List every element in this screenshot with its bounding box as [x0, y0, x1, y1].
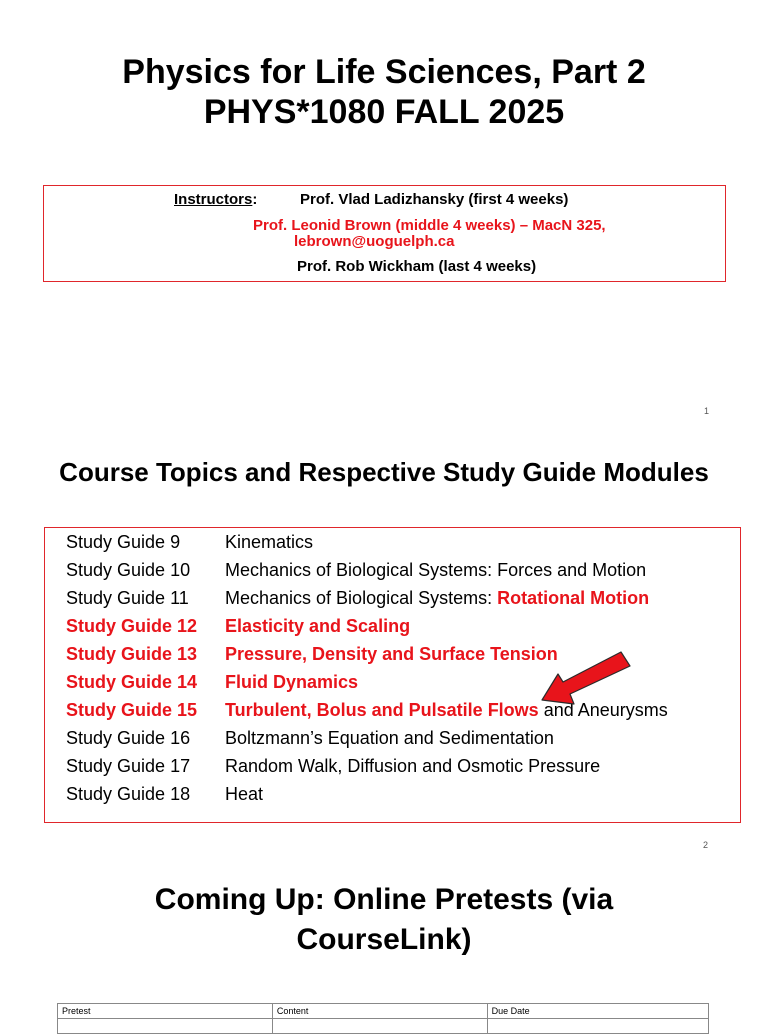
- table-header-due-date: Due Date: [487, 1004, 708, 1019]
- study-guide-label: Study Guide 12: [66, 616, 198, 636]
- red-arrow-icon: [536, 646, 636, 708]
- topic-label: [225, 612, 410, 640]
- instructor-3: Prof. Rob Wickham (last 4 weeks): [297, 258, 537, 275]
- instructor-1: Prof. Vlad Ladizhansky (first 4 weeks): [300, 191, 569, 208]
- topics-title: Course Topics and Respective Study Guide Modules: [59, 457, 709, 487]
- study-guide-label: Study Guide 17: [66, 756, 191, 776]
- study-guide-label: Study Guide 16: [66, 728, 191, 748]
- topic-label: [225, 584, 649, 612]
- table-header-pretest: Pretest: [58, 1004, 273, 1019]
- study-guide-label: Study Guide 15: [66, 700, 198, 720]
- pretests-title: [0, 880, 768, 960]
- topic-label: [225, 752, 600, 780]
- study-guide-label: Study Guide 18: [66, 784, 191, 804]
- pretests-title-line1: Coming Up: Online Pretests (via: [154, 883, 614, 916]
- study-guide-label: Study Guide 10: [66, 560, 191, 580]
- study-guide-label: Study Guide 14: [66, 672, 198, 692]
- course-title-line2: PHYS*1080 FALL 2025: [203, 93, 565, 131]
- table-header-content: Content: [272, 1004, 487, 1019]
- topic-suffix: and Aneurysms: [538, 700, 668, 720]
- topic-label: [225, 668, 358, 696]
- topic-label: [225, 724, 554, 752]
- study-guide-label: Study Guide 13: [66, 644, 198, 664]
- topic-text: Elasticity and Scaling: [225, 616, 411, 636]
- table-header-row: [58, 1004, 709, 1019]
- instructor-2-line1: Prof. Leonid Brown (middle 4 weeks) – MacN 325,: [253, 217, 606, 234]
- table-cell: [272, 1019, 487, 1034]
- topic-text: Mechanics of Biological Systems: Forces and Motion: [225, 560, 647, 580]
- topic-text: Pressure, Density and Surface Tension: [225, 644, 558, 664]
- page-number-1: 1: [704, 406, 710, 416]
- instructors-label-wrap: [174, 191, 257, 208]
- topic-label: [225, 640, 558, 668]
- topic-text: Boltzmann’s Equation and Sedimentation: [225, 728, 554, 748]
- instructors-colon: :: [252, 191, 258, 208]
- page-number-2: 2: [703, 840, 709, 850]
- topic-label: [225, 528, 313, 556]
- topic-text: Fluid Dynamics: [225, 672, 359, 692]
- topic-text: Random Walk, Diffusion and Osmotic Pressure: [225, 756, 601, 776]
- study-guide-label: Study Guide 9: [66, 532, 181, 552]
- topic-label: [225, 780, 263, 808]
- table-row: [58, 1019, 709, 1034]
- topic-highlight: Rotational Motion: [497, 588, 650, 608]
- instructor-2-email: lebrown@uoguelph.ca: [294, 233, 455, 250]
- topics-box: [44, 527, 741, 823]
- pretests-title-line2: CourseLink): [296, 923, 472, 956]
- pretests-table: [57, 1003, 709, 1034]
- table-cell: [487, 1019, 708, 1034]
- course-title: [0, 52, 768, 132]
- course-title-line1: Physics for Life Sciences, Part 2: [122, 53, 646, 91]
- study-guide-label: Study Guide 11: [66, 588, 189, 608]
- topic-text: Mechanics of Biological Systems:: [225, 588, 498, 608]
- topic-label: [225, 556, 646, 584]
- table-cell: [58, 1019, 273, 1034]
- topic-text: Heat: [225, 784, 264, 804]
- topic-text: Kinematics: [225, 532, 314, 552]
- topic-text: Turbulent, Bolus and Pulsatile Flows: [225, 700, 539, 720]
- instructors-label: Instructors: [174, 191, 253, 208]
